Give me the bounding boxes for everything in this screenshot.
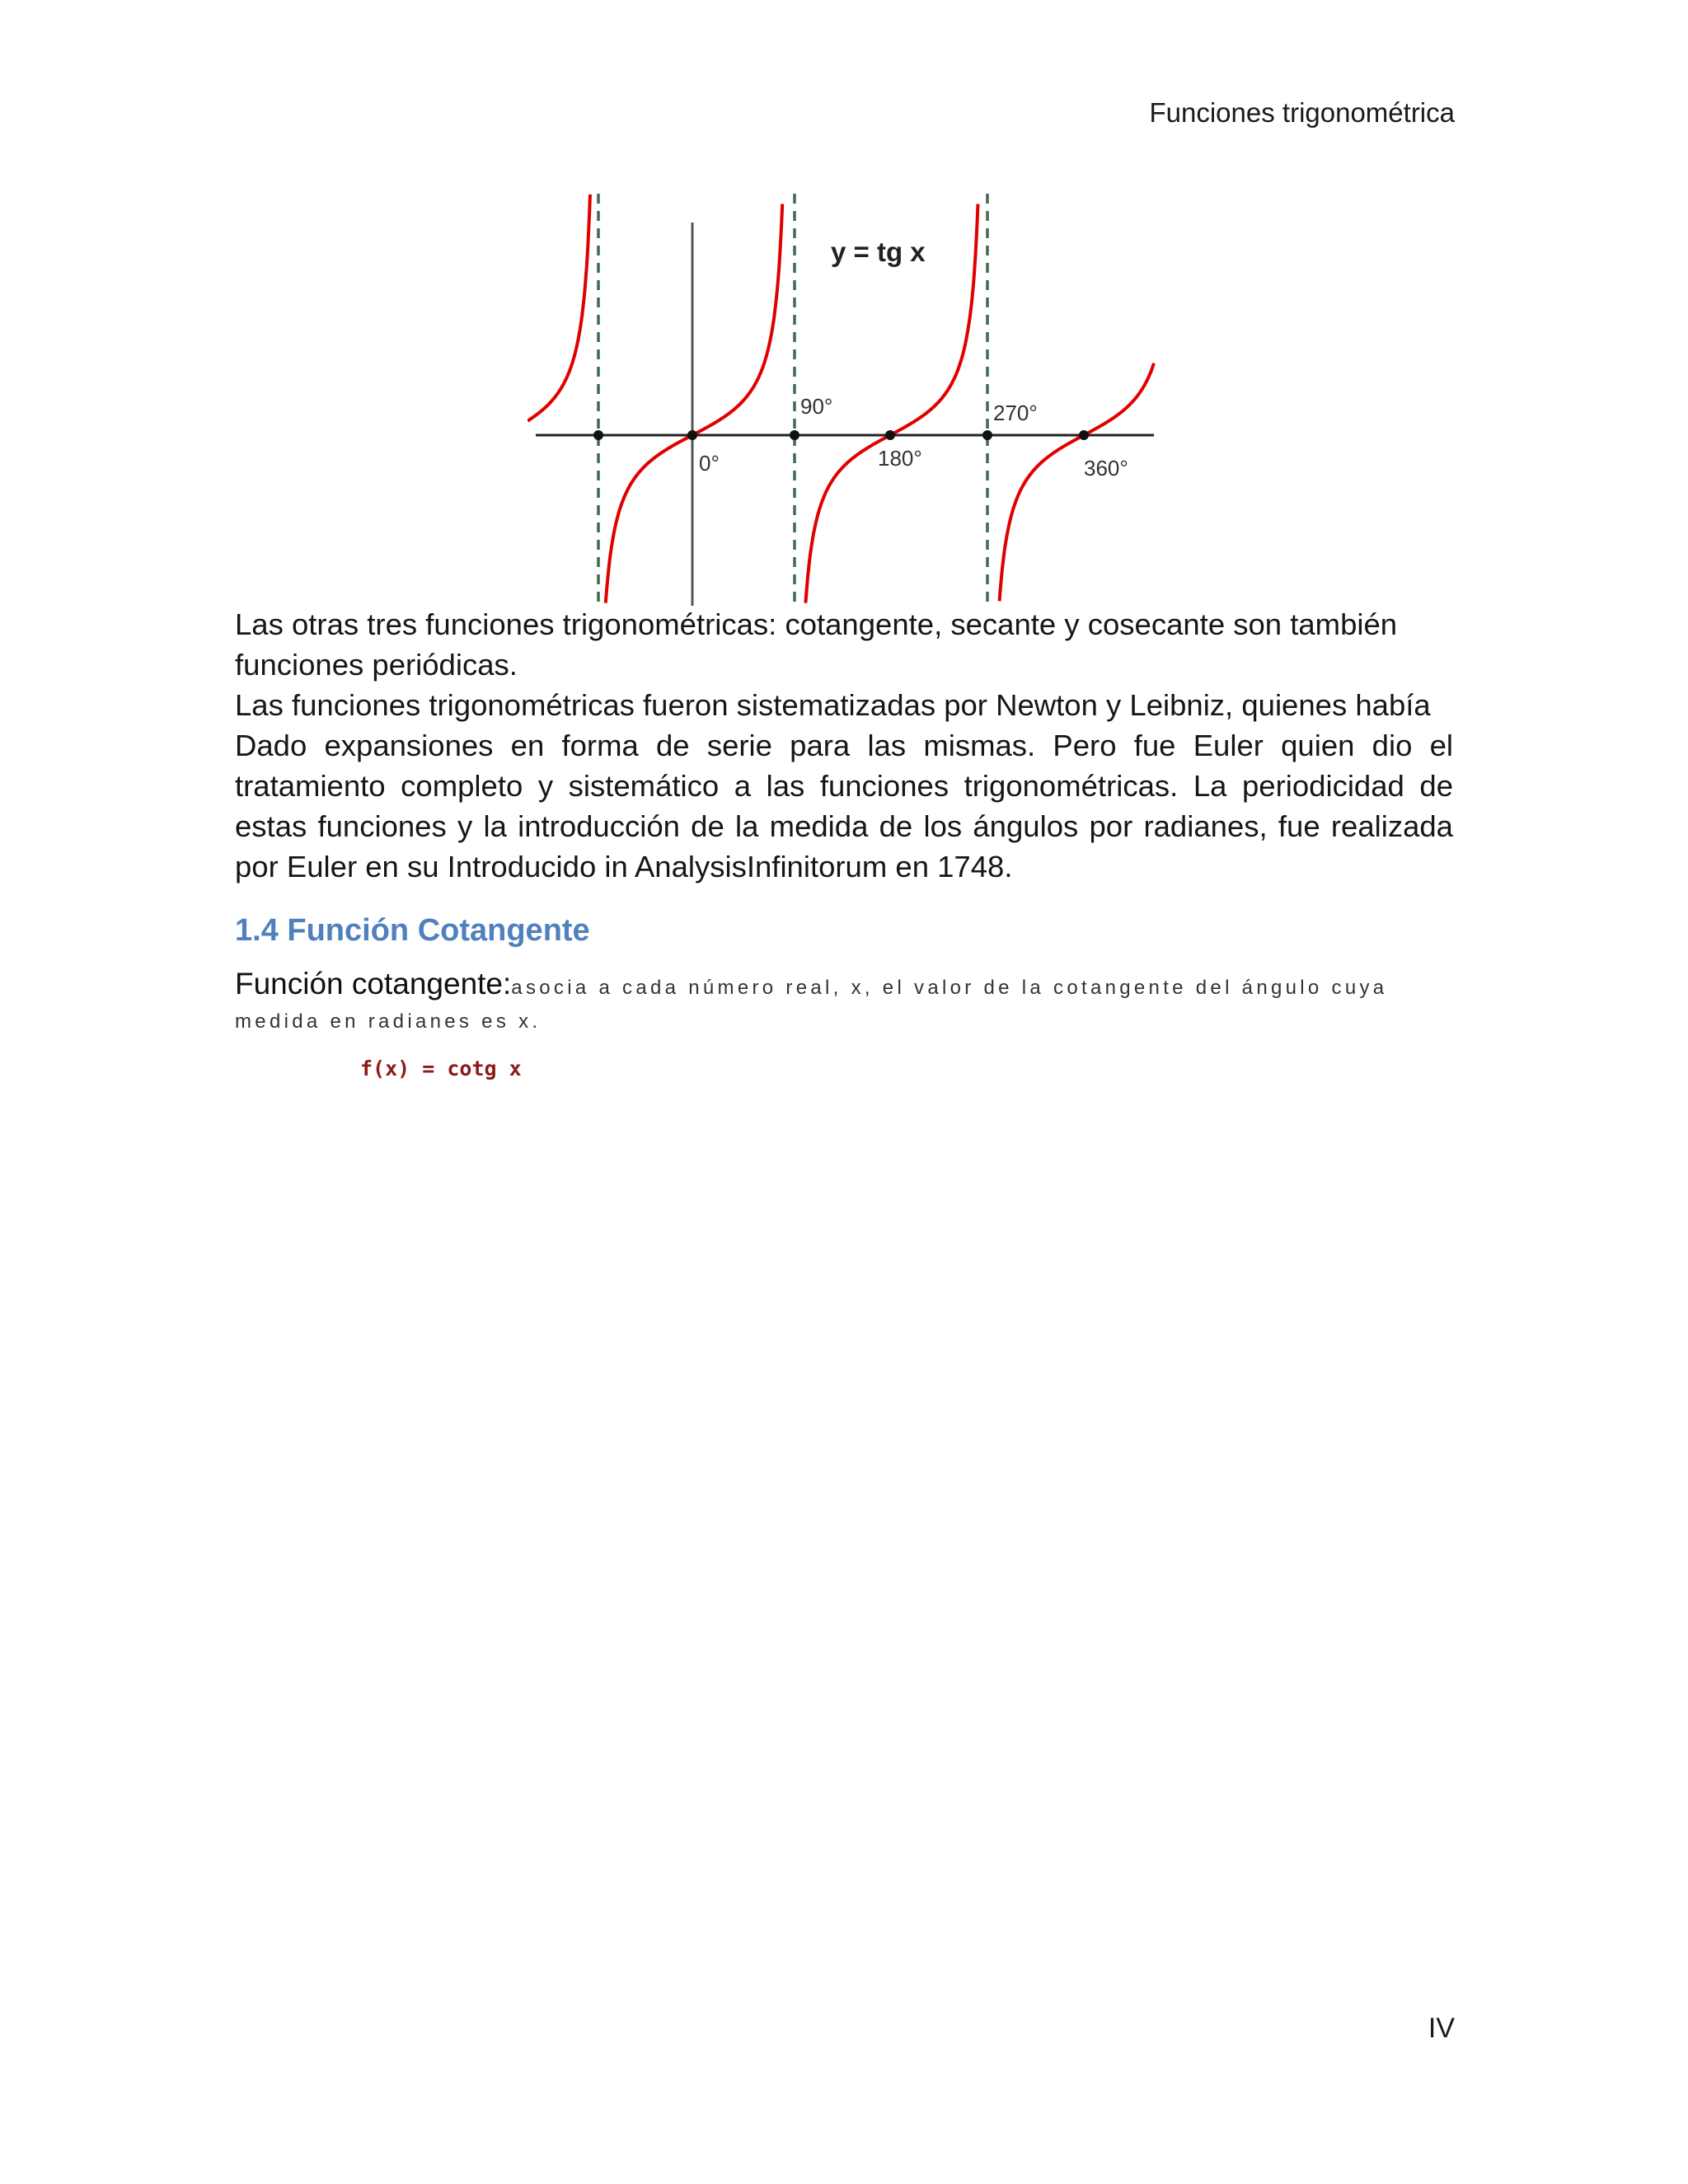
point-360 (1079, 430, 1089, 440)
point-minus-90 (593, 430, 603, 440)
formula: f(x) = cotg x (360, 1057, 522, 1080)
paragraph-other-functions: Las otras tres funciones trigonométricas: cotangente, secante y cosecante son también funciones periódicas. (235, 607, 1398, 682)
tangent-graph-figure (528, 194, 1158, 606)
paragraph-history: Dado expansiones en forma de serie para las mismas. Pero fue Euler quien dio el tratamiento completo y sistemático a las funciones trigonométricas. La periodicidad de estas funciones y la introducción de la medida de los ángulos por radianes, fue realizada por Euler en su Introducido in AnalysisInfinitorum en 1748. (235, 729, 1453, 883)
tick-label-180: 180° (878, 446, 922, 471)
tangent-graph (528, 194, 1158, 606)
point-270 (982, 430, 992, 440)
running-header: Funciones trigonométrica (1149, 97, 1455, 128)
graph-title: y = tg x (831, 237, 926, 267)
tangent-branch-360 (1000, 363, 1154, 602)
section-heading: 1.4 Función Cotangente (235, 913, 590, 948)
point-90 (790, 430, 799, 440)
definition (235, 968, 1453, 1040)
tangent-branch-0 (606, 204, 782, 602)
paragraph-history-line1: Las funciones trigonométricas fueron sistematizadas por Newton y Leibniz, quienes había (235, 688, 1431, 722)
tick-label-0: 0° (699, 451, 720, 476)
tick-label-90: 90° (800, 394, 833, 419)
definition-text: asocia a cada número real, x, el valor de la cotangente del ángulo cuya medida en radianes es x. (235, 977, 1388, 1033)
tangent-branch-left (528, 194, 590, 421)
tick-label-360: 360° (1084, 456, 1128, 480)
point-180 (885, 430, 895, 440)
definition-term: Función cotangente: (235, 967, 512, 1001)
page-number: IV (1428, 2013, 1455, 2044)
body-text (235, 604, 1453, 887)
tick-label-270: 270° (993, 401, 1038, 425)
point-0 (687, 430, 697, 440)
